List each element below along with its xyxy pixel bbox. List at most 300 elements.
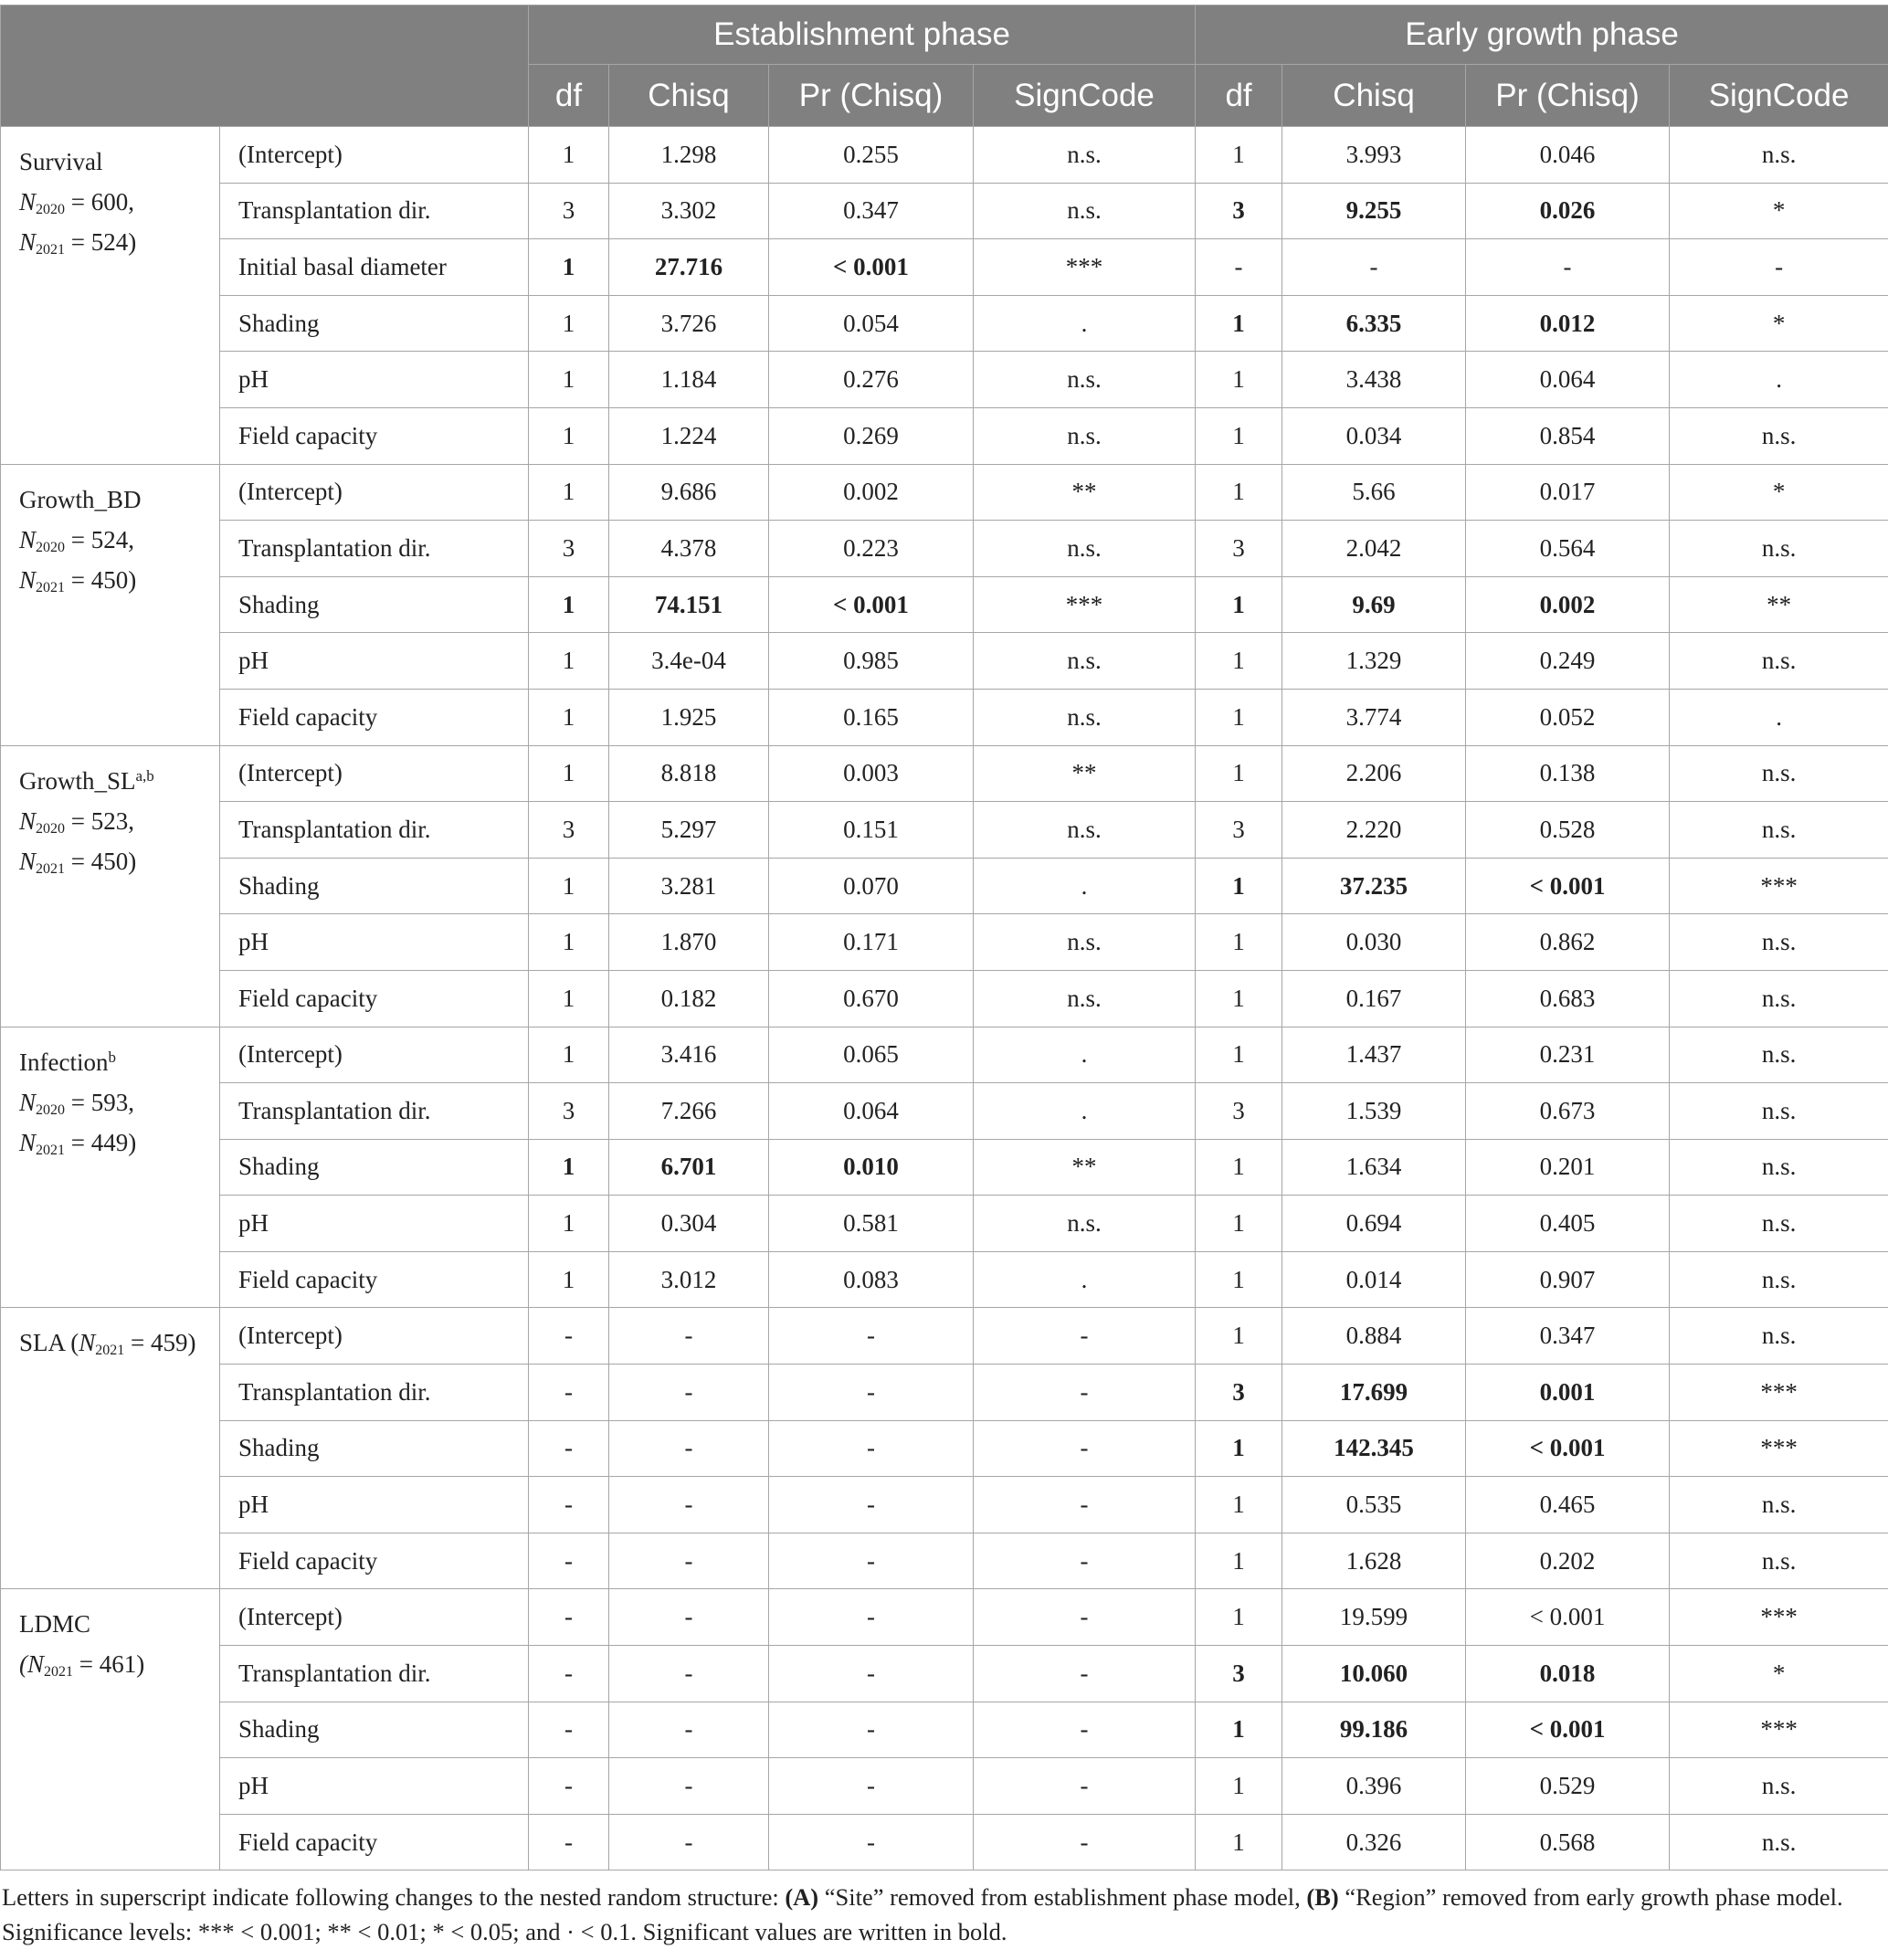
establishment-pr-chisq-cell: 0.151 xyxy=(769,802,974,859)
table-row xyxy=(1,1365,1888,1421)
early-growth-signcode-cell: * xyxy=(1670,295,1888,352)
early-growth-chisq-cell: 3.774 xyxy=(1282,689,1466,745)
table-row xyxy=(1,1646,1888,1702)
early-growth-chisq-cell: 1.634 xyxy=(1282,1139,1466,1196)
early-growth-pr-chisq-cell: 0.907 xyxy=(1466,1251,1670,1308)
response-label xyxy=(1,745,220,1027)
col-signcode: SignCode xyxy=(1670,65,1888,127)
table-row xyxy=(1,745,1888,802)
establishment-signcode-cell: n.s. xyxy=(974,914,1196,971)
early-growth-df-cell: 3 xyxy=(1196,1646,1282,1702)
early-growth-signcode-cell: n.s. xyxy=(1670,1814,1888,1870)
establishment-pr-chisq-cell: < 0.001 xyxy=(769,576,974,633)
establishment-pr-chisq-cell: - xyxy=(769,1477,974,1533)
early-growth-chisq-cell: 3.438 xyxy=(1282,352,1466,408)
table-row xyxy=(1,802,1888,859)
early-growth-chisq-cell: 5.66 xyxy=(1282,464,1466,521)
establishment-chisq-cell: 6.701 xyxy=(609,1139,769,1196)
footnote-line-1: Letters in superscript indicate following changes to the nested random structure: (A) “Site” removed from establishment phase model, (B) “Region” removed from early growth phase model. xyxy=(2,1883,1843,1911)
establishment-df-cell: - xyxy=(529,1365,609,1421)
establishment-df-cell: 1 xyxy=(529,914,609,971)
response-name: Survival xyxy=(19,148,103,175)
early-growth-pr-chisq-cell: 0.052 xyxy=(1466,689,1670,745)
early-growth-signcode-cell: n.s. xyxy=(1670,1758,1888,1815)
early-growth-chisq-cell: 1.437 xyxy=(1282,1027,1466,1083)
establishment-df-cell: 1 xyxy=(529,633,609,690)
early-growth-df-cell: 1 xyxy=(1196,1702,1282,1758)
establishment-pr-chisq-cell: 0.347 xyxy=(769,183,974,239)
table-row xyxy=(1,1477,1888,1533)
early-growth-pr-chisq-cell: 0.001 xyxy=(1466,1365,1670,1421)
establishment-signcode-cell: - xyxy=(974,1308,1196,1365)
early-growth-chisq-cell: 0.396 xyxy=(1282,1758,1466,1815)
early-growth-chisq-cell: 0.694 xyxy=(1282,1196,1466,1252)
table-row xyxy=(1,1814,1888,1870)
establishment-df-cell: 1 xyxy=(529,464,609,521)
term-label: Shading xyxy=(220,858,529,914)
early-growth-signcode-cell: n.s. xyxy=(1670,1477,1888,1533)
establishment-df-cell: 1 xyxy=(529,352,609,408)
term-label: pH xyxy=(220,1477,529,1533)
early-growth-pr-chisq-cell: 0.673 xyxy=(1466,1083,1670,1140)
early-growth-df-cell: 1 xyxy=(1196,127,1282,184)
early-growth-df-cell: 3 xyxy=(1196,802,1282,859)
early-growth-pr-chisq-cell: 0.231 xyxy=(1466,1027,1670,1083)
term-label: Transplantation dir. xyxy=(220,1083,529,1140)
early-growth-df-cell: 1 xyxy=(1196,295,1282,352)
establishment-df-cell: 1 xyxy=(529,689,609,745)
term-label: pH xyxy=(220,352,529,408)
early-growth-df-cell: 1 xyxy=(1196,1814,1282,1870)
sample-size-line xyxy=(19,182,219,222)
early-growth-pr-chisq-cell: 0.249 xyxy=(1466,633,1670,690)
early-growth-chisq-cell: 10.060 xyxy=(1282,1646,1466,1702)
early-growth-pr-chisq-cell: < 0.001 xyxy=(1466,1589,1670,1646)
early-growth-chisq-cell: 1.628 xyxy=(1282,1533,1466,1589)
sample-size-value: = 449) xyxy=(65,1128,137,1156)
establishment-df-cell: 1 xyxy=(529,127,609,184)
response-label xyxy=(1,1027,220,1308)
early-growth-df-cell: 1 xyxy=(1196,1308,1282,1365)
early-growth-signcode-cell: *** xyxy=(1670,1365,1888,1421)
establishment-pr-chisq-cell: - xyxy=(769,1814,974,1870)
establishment-chisq-cell: 1.925 xyxy=(609,689,769,745)
establishment-signcode-cell: n.s. xyxy=(974,183,1196,239)
establishment-chisq-cell: 1.298 xyxy=(609,127,769,184)
early-growth-chisq-cell: 1.539 xyxy=(1282,1083,1466,1140)
establishment-chisq-cell: - xyxy=(609,1758,769,1815)
establishment-chisq-cell: - xyxy=(609,1365,769,1421)
establishment-chisq-cell: 3.726 xyxy=(609,295,769,352)
early-growth-chisq-cell: 2.206 xyxy=(1282,745,1466,802)
term-label: Transplantation dir. xyxy=(220,1646,529,1702)
establishment-signcode-cell: n.s. xyxy=(974,970,1196,1027)
table-row xyxy=(1,239,1888,296)
establishment-pr-chisq-cell: - xyxy=(769,1589,974,1646)
establishment-signcode-cell: - xyxy=(974,1477,1196,1533)
table-row xyxy=(1,1758,1888,1815)
response-label xyxy=(1,1308,220,1589)
early-growth-chisq-cell: - xyxy=(1282,239,1466,296)
establishment-df-cell: 1 xyxy=(529,239,609,296)
term-label: Initial basal diameter xyxy=(220,239,529,296)
early-growth-df-cell: 1 xyxy=(1196,1420,1282,1477)
header-early-growth-phase: Early growth phase xyxy=(1196,5,1888,65)
establishment-signcode-cell: . xyxy=(974,1251,1196,1308)
establishment-df-cell: 1 xyxy=(529,1251,609,1308)
response-superscript: b xyxy=(108,1048,116,1066)
term-label: Field capacity xyxy=(220,1251,529,1308)
term-label: Shading xyxy=(220,576,529,633)
sample-size-line xyxy=(19,1644,219,1684)
early-growth-chisq-cell: 142.345 xyxy=(1282,1420,1466,1477)
table-row xyxy=(1,1139,1888,1196)
response-name: Infection xyxy=(19,1048,109,1076)
early-growth-df-cell: 1 xyxy=(1196,914,1282,971)
table-row xyxy=(1,1533,1888,1589)
establishment-chisq-cell: 9.686 xyxy=(609,464,769,521)
establishment-df-cell: - xyxy=(529,1477,609,1533)
early-growth-df-cell: 1 xyxy=(1196,1533,1282,1589)
establishment-pr-chisq-cell: 0.670 xyxy=(769,970,974,1027)
early-growth-pr-chisq-cell: 0.529 xyxy=(1466,1758,1670,1815)
term-label: Shading xyxy=(220,1702,529,1758)
early-growth-pr-chisq-cell: 0.201 xyxy=(1466,1139,1670,1196)
establishment-chisq-cell: 7.266 xyxy=(609,1083,769,1140)
early-growth-df-cell: 1 xyxy=(1196,1589,1282,1646)
response-superscript: a,b xyxy=(135,766,154,785)
table-row xyxy=(1,576,1888,633)
establishment-chisq-cell: - xyxy=(609,1477,769,1533)
term-label: pH xyxy=(220,1758,529,1815)
early-growth-df-cell: 1 xyxy=(1196,1027,1282,1083)
establishment-signcode-cell: *** xyxy=(974,239,1196,296)
early-growth-pr-chisq-cell: 0.465 xyxy=(1466,1477,1670,1533)
response-name: LDMC xyxy=(19,1610,91,1639)
table-body xyxy=(1,127,1888,1870)
term-label: Field capacity xyxy=(220,407,529,464)
sample-size-value: = 523, xyxy=(65,806,134,835)
establishment-df-cell: 1 xyxy=(529,295,609,352)
early-growth-df-cell: 3 xyxy=(1196,521,1282,577)
early-growth-chisq-cell: 0.326 xyxy=(1282,1814,1466,1870)
early-growth-chisq-cell: 0.884 xyxy=(1282,1308,1466,1365)
early-growth-chisq-cell: 19.599 xyxy=(1282,1589,1466,1646)
establishment-signcode-cell: n.s. xyxy=(974,127,1196,184)
establishment-chisq-cell: 0.182 xyxy=(609,970,769,1027)
establishment-chisq-cell: 1.870 xyxy=(609,914,769,971)
establishment-chisq-cell: 3.416 xyxy=(609,1027,769,1083)
term-label: Shading xyxy=(220,1139,529,1196)
early-growth-chisq-cell: 17.699 xyxy=(1282,1365,1466,1421)
establishment-pr-chisq-cell: 0.070 xyxy=(769,858,974,914)
establishment-df-cell: - xyxy=(529,1308,609,1365)
establishment-df-cell: 1 xyxy=(529,745,609,802)
establishment-pr-chisq-cell: - xyxy=(769,1308,974,1365)
col-signcode: SignCode xyxy=(974,65,1196,127)
establishment-pr-chisq-cell: 0.171 xyxy=(769,914,974,971)
early-growth-pr-chisq-cell: 0.862 xyxy=(1466,914,1670,971)
sample-size-line xyxy=(19,801,219,841)
sample-size-line xyxy=(19,1122,219,1163)
establishment-df-cell: 1 xyxy=(529,1196,609,1252)
early-growth-pr-chisq-cell: 0.202 xyxy=(1466,1533,1670,1589)
early-growth-df-cell: 3 xyxy=(1196,1083,1282,1140)
early-growth-df-cell: 3 xyxy=(1196,183,1282,239)
early-growth-pr-chisq-cell: 0.683 xyxy=(1466,970,1670,1027)
establishment-chisq-cell: - xyxy=(609,1646,769,1702)
establishment-signcode-cell: - xyxy=(974,1758,1196,1815)
sample-size-symbol: N xyxy=(19,1088,37,1116)
early-growth-pr-chisq-cell: 0.568 xyxy=(1466,1814,1670,1870)
early-growth-signcode-cell: n.s. xyxy=(1670,1251,1888,1308)
establishment-chisq-cell: - xyxy=(609,1589,769,1646)
early-growth-pr-chisq-cell: 0.138 xyxy=(1466,745,1670,802)
early-growth-df-cell: - xyxy=(1196,239,1282,296)
sample-size-year: 2020 xyxy=(36,539,66,555)
establishment-signcode-cell: - xyxy=(974,1589,1196,1646)
establishment-chisq-cell: 0.304 xyxy=(609,1196,769,1252)
early-growth-signcode-cell: * xyxy=(1670,464,1888,521)
early-growth-df-cell: 1 xyxy=(1196,633,1282,690)
table-row xyxy=(1,970,1888,1027)
early-growth-signcode-cell: n.s. xyxy=(1670,802,1888,859)
early-growth-pr-chisq-cell: 0.347 xyxy=(1466,1308,1670,1365)
establishment-pr-chisq-cell: - xyxy=(769,1420,974,1477)
early-growth-chisq-cell: 3.993 xyxy=(1282,127,1466,184)
sample-size-symbol: N xyxy=(19,228,37,256)
early-growth-pr-chisq-cell: < 0.001 xyxy=(1466,858,1670,914)
sample-size-symbol: N xyxy=(19,565,37,594)
establishment-signcode-cell: ** xyxy=(974,464,1196,521)
sample-size-value: = 450) xyxy=(65,847,137,875)
establishment-signcode-cell: ** xyxy=(974,1139,1196,1196)
col-pr-chisq: Pr (Chisq) xyxy=(1466,65,1670,127)
establishment-pr-chisq-cell: 0.054 xyxy=(769,295,974,352)
establishment-pr-chisq-cell: 0.002 xyxy=(769,464,974,521)
table-row xyxy=(1,1251,1888,1308)
establishment-pr-chisq-cell: < 0.001 xyxy=(769,239,974,296)
establishment-pr-chisq-cell: 0.165 xyxy=(769,689,974,745)
early-growth-signcode-cell: n.s. xyxy=(1670,521,1888,577)
sample-size-value: = 593, xyxy=(65,1088,134,1116)
establishment-pr-chisq-cell: 0.985 xyxy=(769,633,974,690)
establishment-pr-chisq-cell: - xyxy=(769,1702,974,1758)
term-label: Field capacity xyxy=(220,970,529,1027)
establishment-df-cell: - xyxy=(529,1533,609,1589)
response-label xyxy=(1,127,220,465)
early-growth-df-cell: 1 xyxy=(1196,576,1282,633)
establishment-chisq-cell: 74.151 xyxy=(609,576,769,633)
early-growth-signcode-cell: n.s. xyxy=(1670,1196,1888,1252)
establishment-df-cell: - xyxy=(529,1702,609,1758)
term-label: Transplantation dir. xyxy=(220,1365,529,1421)
establishment-chisq-cell: 1.184 xyxy=(609,352,769,408)
sample-size-year: 2020 xyxy=(36,202,66,217)
early-growth-df-cell: 1 xyxy=(1196,745,1282,802)
establishment-pr-chisq-cell: 0.010 xyxy=(769,1139,974,1196)
early-growth-signcode-cell: - xyxy=(1670,239,1888,296)
early-growth-df-cell: 1 xyxy=(1196,1477,1282,1533)
establishment-df-cell: - xyxy=(529,1589,609,1646)
early-growth-chisq-cell: 1.329 xyxy=(1282,633,1466,690)
table-row xyxy=(1,1196,1888,1252)
establishment-signcode-cell: - xyxy=(974,1702,1196,1758)
sample-size-value: = 450) xyxy=(65,565,137,594)
early-growth-chisq-cell: 6.335 xyxy=(1282,295,1466,352)
early-growth-pr-chisq-cell: < 0.001 xyxy=(1466,1702,1670,1758)
term-label: (Intercept) xyxy=(220,745,529,802)
establishment-signcode-cell: - xyxy=(974,1420,1196,1477)
establishment-df-cell: - xyxy=(529,1420,609,1477)
early-growth-signcode-cell: n.s. xyxy=(1670,1083,1888,1140)
table-row xyxy=(1,407,1888,464)
sample-size-line xyxy=(19,520,219,560)
early-growth-signcode-cell: . xyxy=(1670,689,1888,745)
establishment-signcode-cell: n.s. xyxy=(974,407,1196,464)
col-pr-chisq: Pr (Chisq) xyxy=(769,65,974,127)
establishment-signcode-cell: n.s. xyxy=(974,802,1196,859)
table-row xyxy=(1,1308,1888,1365)
footnote-line-2: Significance levels: *** < 0.001; ** < 0.01; * < 0.05; and · < 0.1. Significant values are written in bold. xyxy=(2,1918,1007,1945)
sample-size-year: 2021 xyxy=(44,1664,73,1681)
establishment-df-cell: 1 xyxy=(529,407,609,464)
term-label: pH xyxy=(220,633,529,690)
term-label: (Intercept) xyxy=(220,1308,529,1365)
establishment-df-cell: 1 xyxy=(529,1027,609,1083)
early-growth-df-cell: 1 xyxy=(1196,1251,1282,1308)
sample-size-value: = 524) xyxy=(65,228,137,256)
col-df: df xyxy=(529,65,609,127)
early-growth-df-cell: 1 xyxy=(1196,858,1282,914)
term-label: Field capacity xyxy=(220,1533,529,1589)
establishment-chisq-cell: - xyxy=(609,1308,769,1365)
response-name: SLA ( xyxy=(19,1329,79,1357)
early-growth-chisq-cell: 0.535 xyxy=(1282,1477,1466,1533)
establishment-signcode-cell: ** xyxy=(974,745,1196,802)
establishment-pr-chisq-cell: 0.064 xyxy=(769,1083,974,1140)
term-label: (Intercept) xyxy=(220,1027,529,1083)
early-growth-df-cell: 1 xyxy=(1196,1196,1282,1252)
establishment-chisq-cell: - xyxy=(609,1533,769,1589)
sample-size-value: = 461) xyxy=(73,1650,145,1679)
early-growth-chisq-cell: 0.030 xyxy=(1282,914,1466,971)
table-row xyxy=(1,1589,1888,1646)
sample-size-line xyxy=(19,841,219,881)
term-label: Transplantation dir. xyxy=(220,521,529,577)
early-growth-df-cell: 1 xyxy=(1196,970,1282,1027)
establishment-df-cell: 3 xyxy=(529,521,609,577)
establishment-df-cell: - xyxy=(529,1814,609,1870)
sample-size-symbol: N xyxy=(19,806,37,835)
early-growth-pr-chisq-cell: < 0.001 xyxy=(1466,1420,1670,1477)
table-row xyxy=(1,1702,1888,1758)
sample-size-symbol: N xyxy=(19,188,37,216)
early-growth-signcode-cell: n.s. xyxy=(1670,914,1888,971)
establishment-chisq-cell: 5.297 xyxy=(609,802,769,859)
establishment-signcode-cell: n.s. xyxy=(974,352,1196,408)
establishment-signcode-cell: . xyxy=(974,1027,1196,1083)
early-growth-signcode-cell: n.s. xyxy=(1670,407,1888,464)
early-growth-pr-chisq-cell: 0.018 xyxy=(1466,1646,1670,1702)
early-growth-pr-chisq-cell: 0.064 xyxy=(1466,352,1670,408)
sample-size-symbol: (N xyxy=(19,1650,44,1679)
early-growth-signcode-cell: * xyxy=(1670,183,1888,239)
establishment-pr-chisq-cell: 0.003 xyxy=(769,745,974,802)
early-growth-pr-chisq-cell: 0.012 xyxy=(1466,295,1670,352)
sample-size-year: 2021 xyxy=(36,1142,66,1158)
table-row xyxy=(1,689,1888,745)
establishment-pr-chisq-cell: - xyxy=(769,1365,974,1421)
response-label xyxy=(1,464,220,745)
term-label: pH xyxy=(220,914,529,971)
early-growth-chisq-cell: 37.235 xyxy=(1282,858,1466,914)
early-growth-signcode-cell: ** xyxy=(1670,576,1888,633)
sample-size-year: 2020 xyxy=(36,1101,66,1118)
establishment-chisq-cell: - xyxy=(609,1420,769,1477)
term-label: Transplantation dir. xyxy=(220,183,529,239)
response-name: Growth_BD xyxy=(19,485,142,513)
establishment-signcode-cell: n.s. xyxy=(974,633,1196,690)
establishment-pr-chisq-cell: 0.065 xyxy=(769,1027,974,1083)
establishment-signcode-cell: *** xyxy=(974,576,1196,633)
table-row xyxy=(1,1083,1888,1140)
early-growth-signcode-cell: n.s. xyxy=(1670,1139,1888,1196)
establishment-chisq-cell: 3.012 xyxy=(609,1251,769,1308)
anova-table xyxy=(0,5,1888,1870)
header-blank xyxy=(1,5,529,127)
early-growth-pr-chisq-cell: 0.002 xyxy=(1466,576,1670,633)
sample-size-value: = 459) xyxy=(124,1329,196,1357)
table-row xyxy=(1,295,1888,352)
establishment-chisq-cell: 1.224 xyxy=(609,407,769,464)
early-growth-df-cell: 1 xyxy=(1196,464,1282,521)
establishment-pr-chisq-cell: 0.581 xyxy=(769,1196,974,1252)
early-growth-pr-chisq-cell: 0.046 xyxy=(1466,127,1670,184)
early-growth-df-cell: 1 xyxy=(1196,689,1282,745)
establishment-df-cell: - xyxy=(529,1646,609,1702)
early-growth-pr-chisq-cell: 0.405 xyxy=(1466,1196,1670,1252)
sample-size-value: = 524, xyxy=(65,525,134,553)
table-row xyxy=(1,1027,1888,1083)
establishment-signcode-cell: n.s. xyxy=(974,1196,1196,1252)
establishment-df-cell: 1 xyxy=(529,1139,609,1196)
early-growth-chisq-cell: 2.220 xyxy=(1282,802,1466,859)
table-row xyxy=(1,633,1888,690)
establishment-pr-chisq-cell: 0.276 xyxy=(769,352,974,408)
establishment-chisq-cell: 8.818 xyxy=(609,745,769,802)
table-row xyxy=(1,521,1888,577)
establishment-signcode-cell: . xyxy=(974,1083,1196,1140)
early-growth-pr-chisq-cell: 0.017 xyxy=(1466,464,1670,521)
establishment-pr-chisq-cell: 0.269 xyxy=(769,407,974,464)
sample-size-year: 2021 xyxy=(95,1343,125,1359)
establishment-pr-chisq-cell: 0.083 xyxy=(769,1251,974,1308)
early-growth-signcode-cell: n.s. xyxy=(1670,745,1888,802)
establishment-pr-chisq-cell: - xyxy=(769,1533,974,1589)
establishment-chisq-cell: 3.4e-04 xyxy=(609,633,769,690)
establishment-chisq-cell: - xyxy=(609,1814,769,1870)
table-row xyxy=(1,1420,1888,1477)
early-growth-signcode-cell: *** xyxy=(1670,858,1888,914)
early-growth-signcode-cell: *** xyxy=(1670,1702,1888,1758)
establishment-pr-chisq-cell: - xyxy=(769,1758,974,1815)
table-row xyxy=(1,858,1888,914)
early-growth-signcode-cell: * xyxy=(1670,1646,1888,1702)
early-growth-signcode-cell: n.s. xyxy=(1670,1308,1888,1365)
col-chisq: Chisq xyxy=(609,65,769,127)
establishment-chisq-cell: 4.378 xyxy=(609,521,769,577)
